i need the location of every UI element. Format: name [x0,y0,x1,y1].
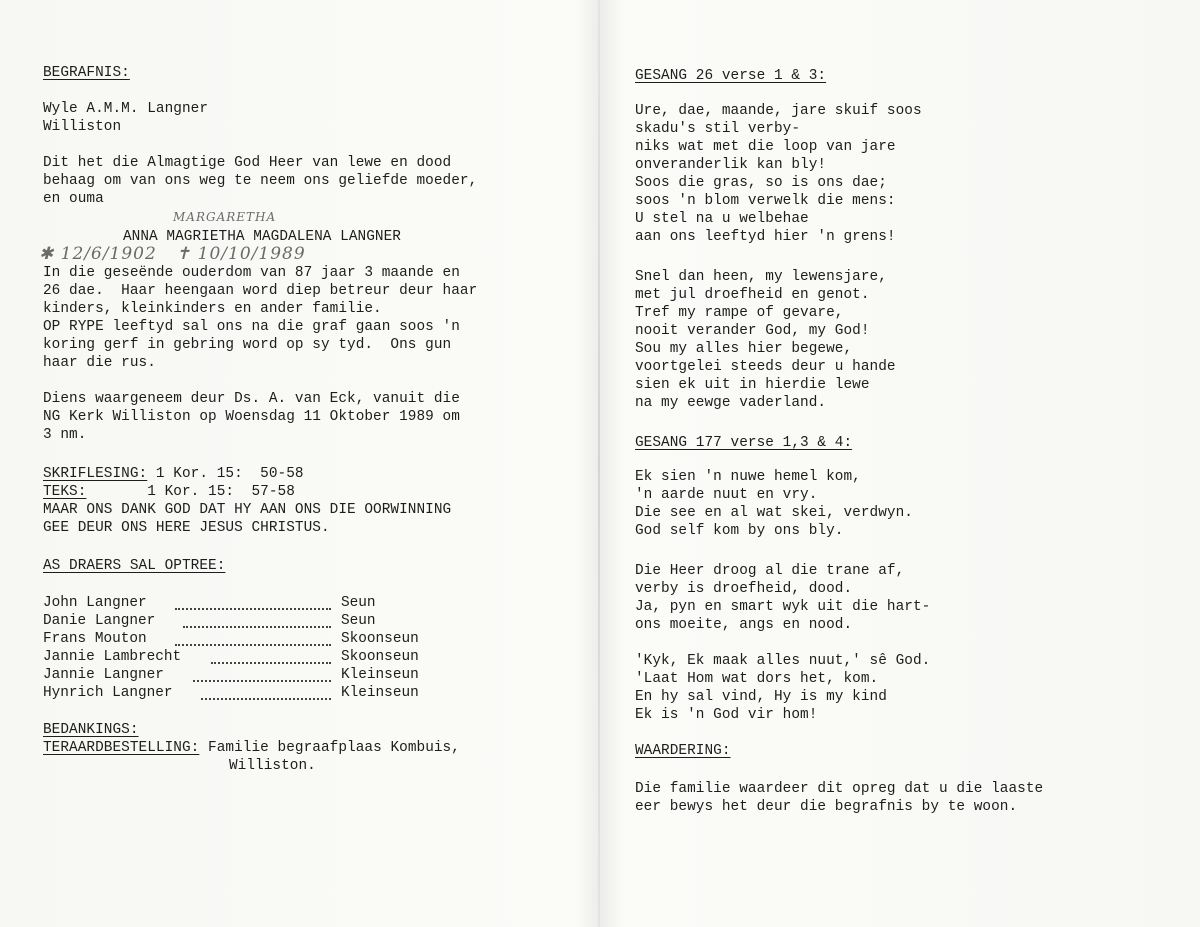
intro-line: behaag om van ons weg te neem ons geliefde moeder, [43,173,478,189]
text-quote-line: GEE DEUR ONS HERE JESUS CHRISTUS. [43,520,330,536]
bearer-row [43,630,443,648]
appreciation-line: eer bewys het deur die begrafnis by te woon. [635,799,1018,815]
hymn-line: 'Kyk, Ek maak alles nuut,' sê God. [635,653,931,669]
bearer-name: Frans Mouton [43,631,147,647]
scripture-row [43,465,304,483]
hymn-line: Tref my rampe of gevare, [635,305,844,321]
scripture-value: 1 Kor. 15: 50-58 [147,466,304,482]
bearer-relation: Skoonseun [341,649,419,665]
hymn-line: Soos die gras, so is ons dae; [635,175,887,191]
burial-label: TERAARDBESTELLING: [43,740,200,756]
hymn-line: aan ons leeftyd hier 'n grens! [635,229,896,245]
hymn-line: Sou my alles hier begewe, [635,341,853,357]
leader-dots [193,678,331,682]
burial-value: Familie begraafplaas Kombuis, [199,740,460,756]
leader-dots [211,660,331,664]
bearer-relation: Seun [341,595,376,611]
appreciation-heading: WAARDERING: [635,743,731,759]
bearer-relation: Kleinseun [341,667,419,683]
bearer-row [43,684,443,702]
bearer-relation: Seun [341,613,376,629]
hymn-line: nooit verander God, my God! [635,323,870,339]
deceased-line-2: Williston [43,119,122,135]
hymn-line: Ek is 'n God vir hom! [635,707,818,723]
bearer-relation: Kleinseun [341,685,419,701]
hymn-line: soos 'n blom verwelk die mens: [635,193,896,209]
bearers-heading: AS DRAERS SAL OPTREE: [43,558,226,574]
hymn-line: Die see en al wat skei, verdwyn. [635,505,913,521]
service-line: Diens waargeneem deur Ds. A. van Eck, vanuit die [43,391,460,407]
hymn-line: God self kom by ons bly. [635,523,844,539]
hymn-2-heading: GESANG 177 verse 1,3 & 4: [635,435,853,451]
hymn-line: Snel dan heen, my lewensjare, [635,269,887,285]
intro-line: en ouma [43,191,104,207]
burial-row [43,739,460,757]
intro-line: Dit het die Almagtige God Heer van lewe en dood [43,155,452,171]
hymn-line: ons moeite, angs en nood. [635,617,853,633]
leader-dots [183,624,331,628]
leader-dots [201,696,331,700]
service-line: NG Kerk Williston op Woensdag 11 Oktober 1989 om [43,409,460,425]
hymn-line: na my eewge vaderland. [635,395,827,411]
hymn-line: 'n aarde nuut en vry. [635,487,818,503]
leader-dots [175,606,331,610]
bearer-row [43,594,443,612]
scripture-label: SKRIFLESING: [43,466,148,482]
paragraph-line: 26 dae. Haar heengaan word diep betreur deur haar [43,283,478,299]
paragraph-line: In die geseënde ouderdom van 87 jaar 3 maande en [43,265,460,281]
hymn-line: Ure, dae, maande, jare skuif soos [635,103,922,119]
bearer-name: Danie Langner [43,613,156,629]
handwritten-dates: ✱ 12/6/1902 ✝ 10/10/1989 [39,244,306,264]
hymn-line: met jul droefheid en genot. [635,287,870,303]
hymn-line: Die Heer droog al die trane af, [635,563,905,579]
bearer-row [43,612,443,630]
paragraph-line: kinders, kleinkinders en ander familie. [43,301,382,317]
leader-dots [175,642,331,646]
hymn-line: Ek sien 'n nuwe hemel kom, [635,469,861,485]
bearer-name: Jannie Lambrecht [43,649,182,665]
thanks-heading: BEDANKINGS: [43,722,139,738]
bearer-row [43,648,443,666]
hymn-line: En hy sal vind, Hy is my kind [635,689,887,705]
handwritten-name: MARGARETHA [173,210,277,224]
deceased-full-name: ANNA MAGRIETHA MAGDALENA LANGNER [123,229,401,245]
text-quote-line: MAAR ONS DANK GOD DAT HY AAN ONS DIE OORWINNING [43,502,452,518]
hymn-line: 'Laat Hom wat dors het, kom. [635,671,879,687]
text-row [43,483,295,501]
bearer-name: John Langner [43,595,147,611]
hymn-line: U stel na u welbehae [635,211,809,227]
hymn-1-heading: GESANG 26 verse 1 & 3: [635,68,827,84]
hymn-line: sien ek uit in hierdie lewe [635,377,870,393]
paragraph-line: koring gerf in gebring word op sy tyd. Ons gun [43,337,452,353]
funeral-heading: BEGRAFNIS: [43,65,130,81]
bearer-relation: Skoonseun [341,631,419,647]
text-value: 1 Kor. 15: 57-58 [86,484,295,500]
appreciation-line: Die familie waardeer dit opreg dat u die laaste [635,781,1044,797]
bearer-name: Jannie Langner [43,667,164,683]
hymn-line: verby is droefheid, dood. [635,581,853,597]
hymn-line: skadu's stil verby- [635,121,801,137]
paragraph-line: OP RYPE leeftyd sal ons na die graf gaan soos 'n [43,319,460,335]
hymn-line: Ja, pyn en smart wyk uit die hart- [635,599,931,615]
hymn-line: onveranderlik kan bly! [635,157,827,173]
deceased-line-1: Wyle A.M.M. Langner [43,101,209,117]
paragraph-line: haar die rus. [43,355,156,371]
page-fold [598,0,600,927]
burial-value-continued: Williston. [229,758,316,774]
text-label: TEKS: [43,484,87,500]
bearer-row [43,666,443,684]
bearer-name: Hynrich Langner [43,685,173,701]
service-line: 3 nm. [43,427,87,443]
hymn-line: niks wat met die loop van jare [635,139,896,155]
hymn-line: voortgelei steeds deur u hande [635,359,896,375]
